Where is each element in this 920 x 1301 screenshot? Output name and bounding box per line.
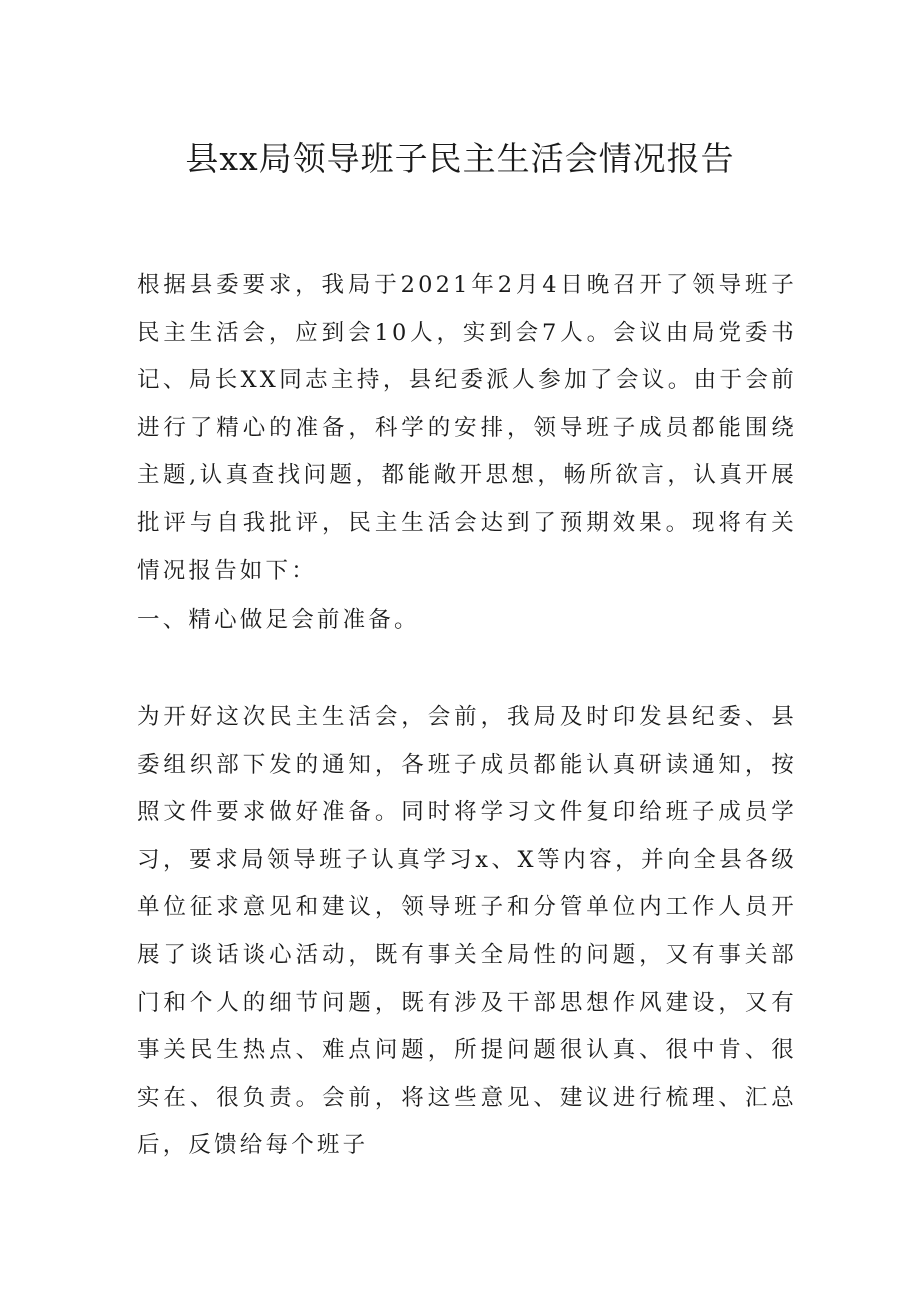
- intro-paragraph: 根据县委要求，我局于2021年2月4日晚召开了领导班子民主生活会，应到会10人，实到会7人。会议由局党委书记、局长XX同志主持，县纪委派人参加了会议。由于会前进行了精心的准备，科学的安排，领导班子成员都能围绕主题,认真查找问题，都能敞开思想，畅所欲言，认真开展批评与自我批评，民主生活会达到了预期效果。现将有关情况报告如下：: [137, 272, 797, 584]
- section-heading-1: 一、精心做足会前准备。: [137, 607, 420, 633]
- document-title: 县xx局领导班子民主生活会情况报告: [185, 139, 735, 178]
- section-1-paragraph: 为开好这次民主生活会，会前，我局及时印发县纪委、县委组织部下发的通知，各班子成员都能认真研读通知，按照文件要求做好准备。同时将学习文件复印给班子成员学习，要求局领导班子认真学习x、X等内容，并向全县各级单位征求意见和建议，领导班子和分管单位内工作人员开展了谈话谈心活动，既有事关全局性的问题，又有事关部门和个人的细节问题，既有涉及干部思想作风建设，又有事关民生热点、难点问题，所提问题很认真、很中肯、很实在、很负责。会前，将这些意见、建议进行梳理、汇总后，反馈给每个班子: [137, 704, 797, 1159]
